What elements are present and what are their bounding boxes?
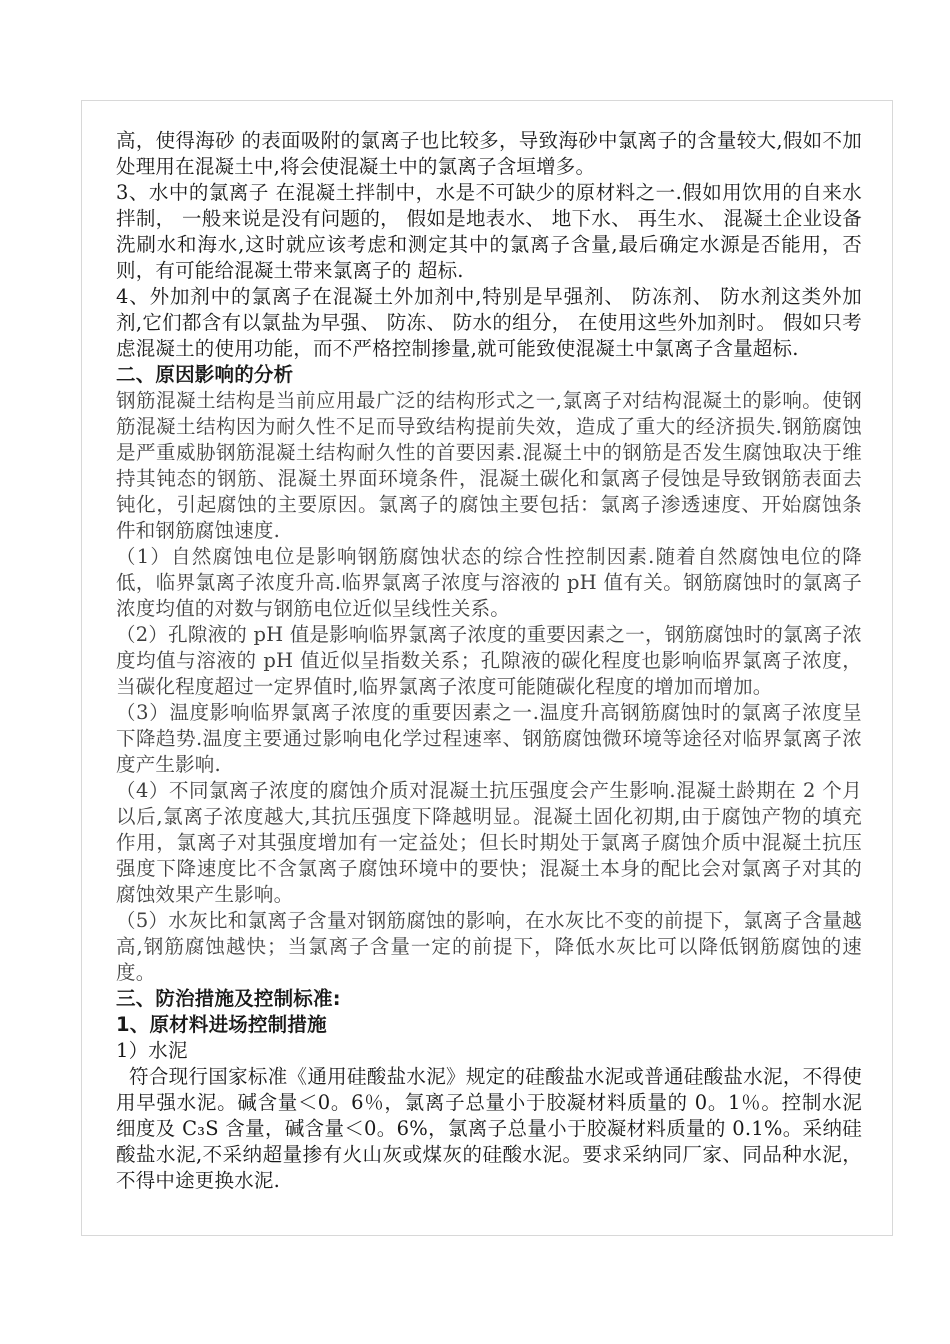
paragraph-rc-structure: 钢筋混凝土结构是当前应用最广泛的结构形式之一,氯离子对结构混凝土的影响。使钢筋混凝土结构因为耐久性不足而导致结构提前失效，造成了重大的经济损失.钢筋腐蚀是严重威胁钢筋混凝土结构耐久性的首要因素.混凝土中的钢筋是否发生腐蚀取决于维持其钝态的钢筋、混凝土界面环境条件，混凝土碳化和氯离子侵蚀是导致钢筋表面去钝化，引起腐蚀的主要原因。氯离子的腐蚀主要包括：氯离子渗透速度、开始腐蚀条件和钢筋腐蚀速度. bbox=[116, 389, 862, 542]
paragraph-sea-sand: 高，使得海砂 的表面吸附的氯离子也比较多，导致海砂中氯离子的含量较大,假如不加处理用在混凝土中,将会使混凝土中的氯离子含垣增多。 bbox=[116, 129, 862, 178]
section-heading-prevention: 三、防治措施及控制标准: bbox=[116, 987, 341, 1010]
paragraph-item-4: （4）不同氯离子浓度的腐蚀介质对混凝土抗压强度会产生影响.混凝土龄期在 2 个月以后,氯离子浓度越大,其抗压强度下降越明显。混凝土固化初期,由于腐蚀产物的填充作用，氯离子对其强度增加有一定益处；但长时期处于氯离子腐蚀介质中混凝土抗压强度下降速度比不含氯离子腐蚀环境中的要快；混凝土本身的配比会对氯离子对其的腐蚀效果产生影响。 bbox=[116, 779, 862, 906]
paragraph-item-5: （5）水灰比和氯离子含量对钢筋腐蚀的影响，在水灰比不变的前提下，氯离子含量越高,钢筋腐蚀越快；当氯离子含量一定的前提下，降低水灰比可以降低钢筋腐蚀的速度。 bbox=[116, 909, 862, 984]
document-body bbox=[116, 128, 862, 1194]
paragraph-item-1: （1）自然腐蚀电位是影响钢筋腐蚀状态的综合性控制因素.随着自然腐蚀电位的降低，临界氯离子浓度升高.临界氯离子浓度与溶液的 pH 值有关。钢筋腐蚀时的氯离子浓度均值的对数与钢筋电位近似呈线性关系。 bbox=[116, 545, 862, 620]
subheading-raw-material-control: 1、原材料进场控制措施 bbox=[116, 1013, 327, 1036]
paragraph-cement-standard: 符合现行国家标准《通用硅酸盐水泥》规定的硅酸盐水泥或普通硅酸盐水泥，不得使用早强水泥。碱含量＜0。6％，氯离子总量小于胶凝材料质量的 0。1％。控制水泥细度及 C₃S 含量，碱含量＜0。6%，氯离子总量小于胶凝材料质量的 0.1%。采纳硅酸盐水泥,不采纳超量掺有火山灰或煤灰的硅酸水泥。要求采纳同厂家、同品种水泥，不得中途更换水泥. bbox=[116, 1065, 862, 1192]
subheading-cement: 1）水泥 bbox=[116, 1039, 188, 1062]
section-heading-cause-analysis: 二、原因影响的分析 bbox=[116, 363, 294, 386]
paragraph-water-chloride: 3、水中的氯离子 在混凝土拌制中，水是不可缺少的原材料之一.假如用饮用的自来水拌制， 一般来说是没有问题的， 假如是地表水、 地下水、 再生水、 混凝土企业设备洗刷水和海水,这时就应该考虑和测定其中的氯离子含量,最后确定水源是否能用，否则，有可能给混凝土带来氯离子的 超标. bbox=[116, 181, 862, 282]
paragraph-admixture-chloride: 4、外加剂中的氯离子在混凝土外加剂中,特别是早强剂、 防冻剂、 防水剂这类外加剂,它们都含有以氯盐为早强、 防冻、 防水的组分， 在使用这些外加剂时。 假如只考虑混凝土的使用功能，而不严格控制掺量,就可能致使混凝土中氯离子含量超标. bbox=[116, 285, 862, 360]
paragraph-item-3: （3）温度影响临界氯离子浓度的重要因素之一.温度升高钢筋腐蚀时的氯离子浓度呈下降趋势.温度主要通过影响电化学过程速率、钢筋腐蚀微环境等途径对临界氯离子浓度产生影响. bbox=[116, 701, 862, 776]
paragraph-item-2: （2）孔隙液的 pH 值是影响临界氯离子浓度的重要因素之一，钢筋腐蚀时的氯离子浓度均值与溶液的 pH 值近似呈指数关系；孔隙液的碳化程度也影响临界氯离子浓度，当碳化程度超过一定界值时,临界氯离子浓度可能随碳化程度的增加而增加。 bbox=[116, 623, 862, 698]
